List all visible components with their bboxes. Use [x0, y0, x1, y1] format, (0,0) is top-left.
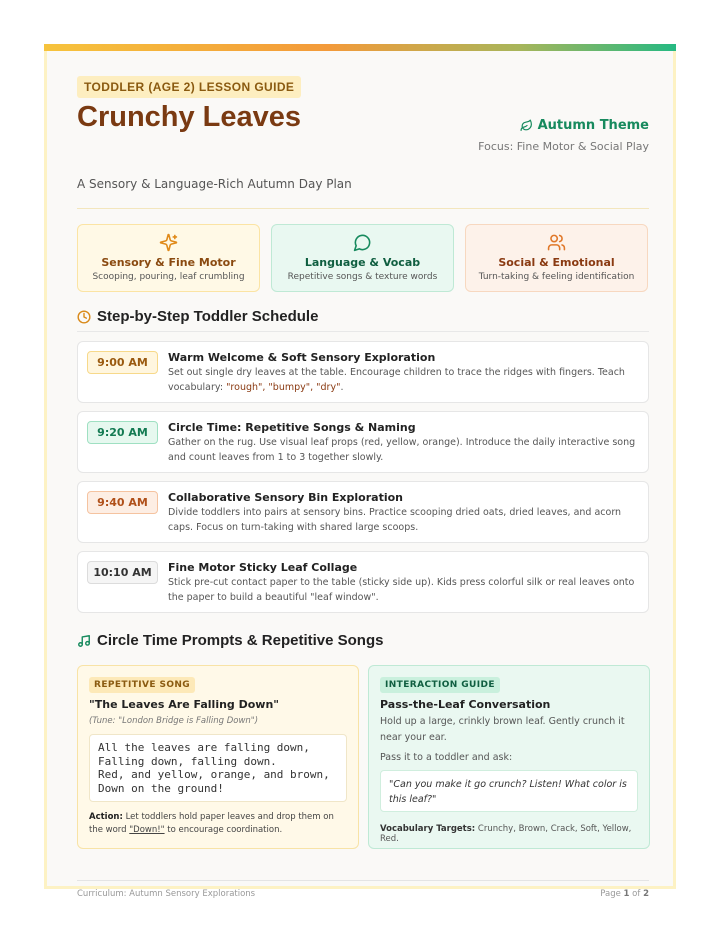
users-icon — [466, 233, 647, 253]
song-tune: (Tune: "London Bridge is Falling Down") — [89, 716, 259, 726]
time-badge: 9:40 AM — [87, 491, 158, 514]
domain-card-sensory — [77, 224, 260, 292]
step-desc: Gather on the rug. Use visual leaf props (red, yellow, orange). Introduce the daily interactive song and count leaves from 1 to 3 together slowly. — [168, 437, 636, 463]
page-total: 2 — [643, 889, 649, 899]
action-word: "Down!" — [129, 825, 165, 835]
domain-title: Social & Emotional — [498, 256, 615, 269]
time-badge: 9:00 AM — [87, 351, 158, 374]
guide-paragraph: Pass it to a toddler and ask: — [380, 752, 513, 763]
step-desc-end: . — [340, 382, 344, 393]
gradient-top-bar — [44, 44, 676, 51]
page-current: 1 — [623, 889, 630, 899]
step-desc — [168, 365, 640, 395]
music-note-icon — [77, 634, 91, 648]
footer-page-number — [600, 889, 649, 899]
vocab-targets — [380, 824, 649, 844]
theme-text: Autumn Theme — [537, 118, 649, 133]
action-label: Action: — [89, 812, 123, 822]
lyric-line: Falling down, falling down. — [98, 754, 277, 768]
divider — [77, 208, 649, 209]
circle-heading-text: Circle Time Prompts & Repetitive Songs — [97, 632, 384, 649]
step-title: Circle Time: Repetitive Songs & Naming — [168, 421, 416, 434]
guide-title: Pass-the-Leaf Conversation — [380, 698, 551, 711]
time-badge: 9:20 AM — [87, 421, 158, 444]
domain-desc: Repetitive songs & texture words — [287, 272, 438, 282]
time-badge: 10:10 AM — [87, 561, 158, 584]
domain-title: Sensory & Fine Motor — [101, 256, 236, 269]
age-badge: TODDLER (AGE 2) LESSON GUIDE — [77, 76, 301, 98]
domain-desc: Scooping, pouring, leaf crumbling — [92, 272, 245, 282]
guide-paragraph: Hold up a large, crinkly brown leaf. Gently crunch it near your ear. — [380, 716, 625, 743]
lyric-line: Red, and yellow, orange, and brown, — [98, 768, 330, 781]
schedule-step — [77, 411, 649, 473]
step-title: Collaborative Sensory Bin Exploration — [168, 491, 403, 504]
step-desc: Stick pre-cut contact paper to the table (sticky side up). Kids press colorful silk or real leaves onto the paper to build a beautiful "leaf window". — [168, 577, 635, 603]
footer-curriculum: Curriculum: Autumn Sensory Explorations — [77, 889, 256, 899]
lesson-page — [44, 44, 676, 899]
guide-tag: INTERACTION GUIDE — [380, 677, 500, 693]
step-title: Warm Welcome & Soft Sensory Exploration — [168, 351, 436, 364]
divider — [77, 880, 649, 881]
guide-quote: "Can you make it go crunch? Listen! What color is this leaf?" — [380, 770, 638, 812]
lyric-line: Down on the ground! — [98, 781, 224, 795]
schedule-step — [77, 551, 649, 613]
page-label: Page — [600, 889, 621, 899]
leaf-icon — [520, 119, 533, 132]
song-lyrics — [89, 734, 347, 802]
step-desc: Divide toddlers into pairs at sensory bins. Practice scooping dried oats, dried leaves, and acorn caps. Focus on turn-taking with shared large scoops. — [168, 507, 622, 533]
divider — [77, 331, 649, 332]
action-end: to encourage coordination. — [167, 825, 283, 835]
step-desc-text: Set out single dry leaves at the table. Encourage children to trace the ridges with fingers. Teach vocabulary: — [168, 367, 625, 393]
action-text: Let toddlers hold paper leaves and drop them on the word — [89, 812, 334, 835]
vocab-text: Crunchy, Brown, Crack, Soft, Yellow, Red. — [380, 824, 632, 844]
guide-card — [368, 665, 650, 849]
vocab-label: Vocabulary Targets: — [380, 824, 476, 834]
vocab-highlight: "rough", "bumpy", "dry" — [226, 382, 341, 393]
step-title: Fine Motor Sticky Leaf Collage — [168, 561, 358, 574]
domain-title: Language & Vocab — [304, 256, 421, 269]
domain-card-language — [271, 224, 454, 292]
clock-icon — [77, 310, 91, 324]
domain-card-social — [465, 224, 648, 292]
page-subtitle: A Sensory & Language-Rich Autumn Day Plan — [77, 177, 352, 191]
focus-text: Focus: Fine Motor & Social Play — [478, 140, 649, 153]
schedule-step — [77, 481, 649, 543]
chat-bubble-icon — [272, 233, 453, 253]
circle-heading — [77, 632, 383, 649]
song-card — [77, 665, 359, 849]
page-title: Crunchy Leaves — [77, 101, 302, 133]
sparkles-icon — [78, 233, 259, 253]
schedule-heading-text: Step-by-Step Toddler Schedule — [97, 308, 319, 325]
schedule-step — [77, 341, 649, 403]
page-of: of — [632, 889, 641, 899]
song-title: "The Leaves Are Falling Down" — [89, 698, 280, 711]
song-tag: REPETITIVE SONG — [89, 677, 195, 693]
theme-label — [520, 118, 649, 133]
domain-desc: Turn-taking & feeling identification — [478, 272, 635, 282]
lyric-line: All the leaves are falling down, — [98, 741, 310, 754]
song-action — [89, 811, 347, 837]
schedule-heading — [77, 308, 318, 325]
